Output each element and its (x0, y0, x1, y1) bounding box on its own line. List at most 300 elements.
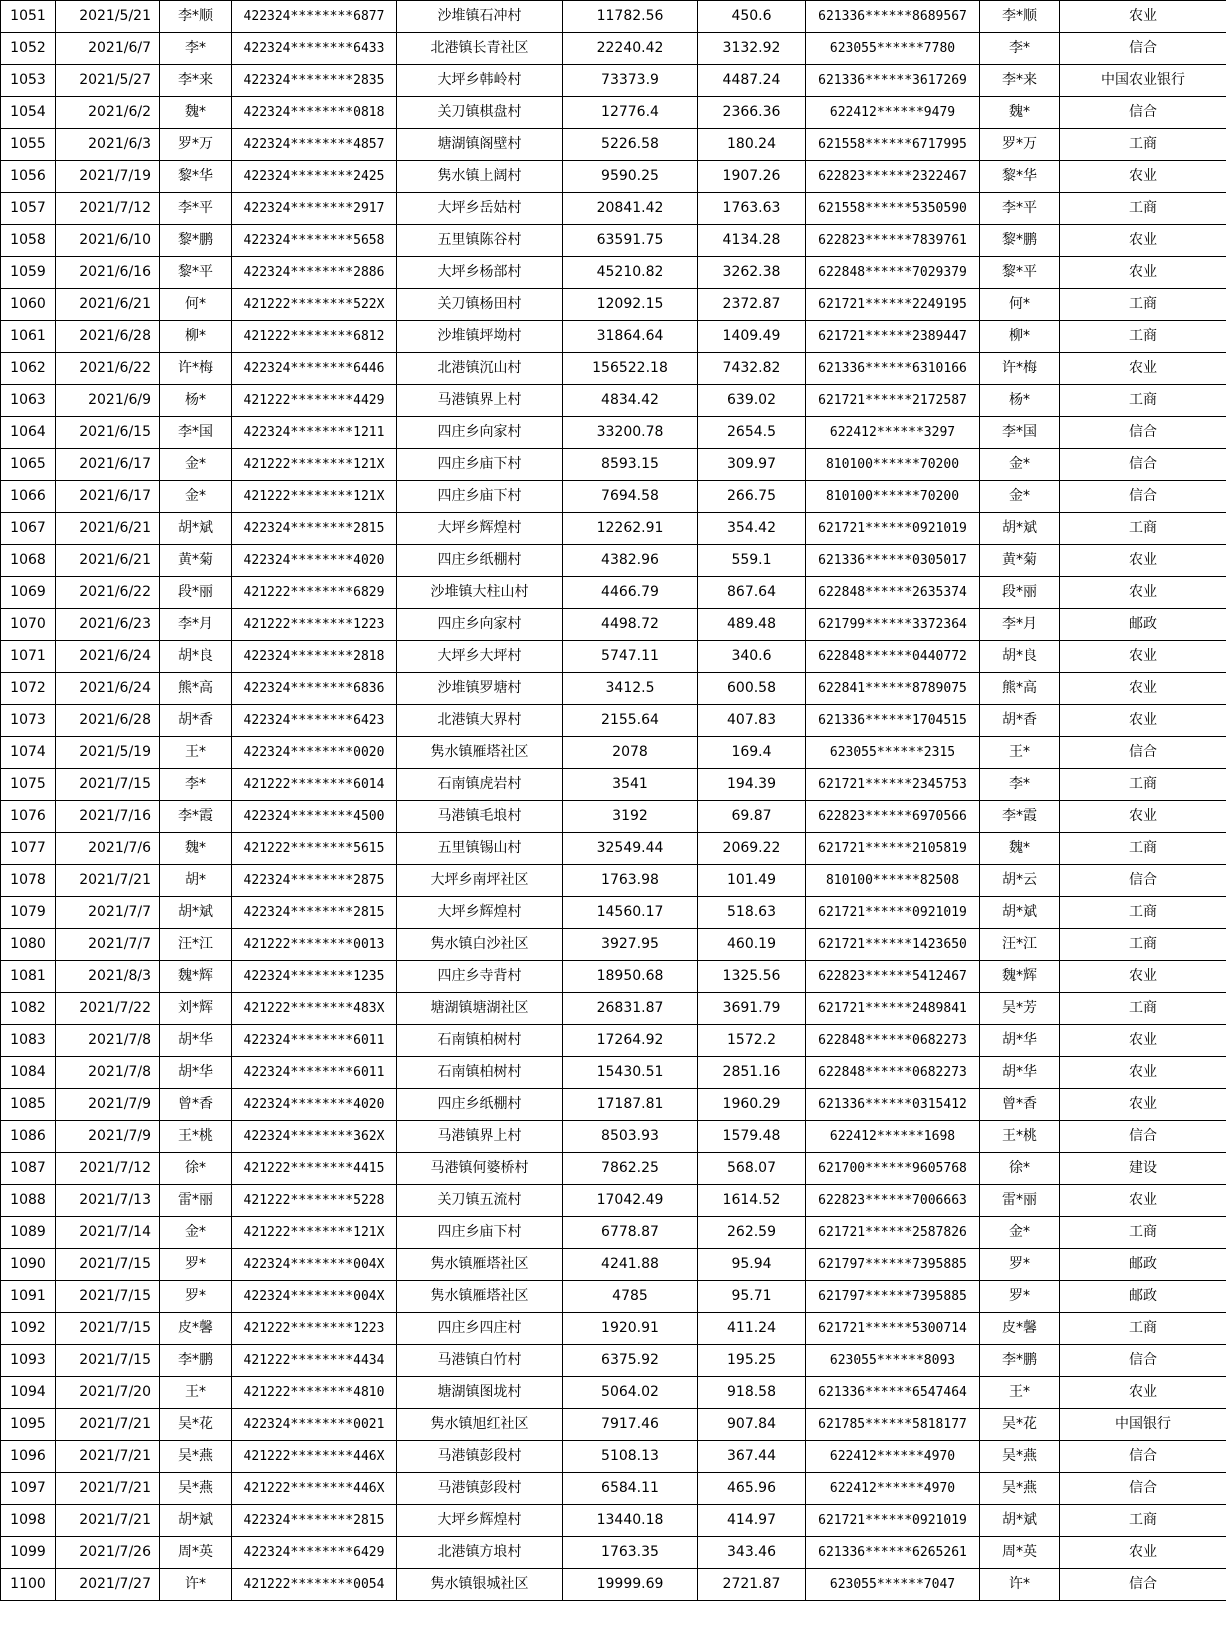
date-cell: 2021/6/16 (56, 257, 160, 289)
amount-cell: 8503.93 (563, 1121, 698, 1153)
amount-cell: 9590.25 (563, 161, 698, 193)
amount-cell: 3412.5 (563, 673, 698, 705)
amount-cell: 13440.18 (563, 1505, 698, 1537)
name-cell: 胡*斌 (160, 1505, 232, 1537)
name-cell: 皮*馨 (160, 1313, 232, 1345)
account-number-cell: 621336******6547464 (806, 1377, 980, 1409)
subsidy-cell: 95.94 (698, 1249, 806, 1281)
date-cell: 2021/6/21 (56, 289, 160, 321)
date-cell: 2021/7/15 (56, 1313, 160, 1345)
date-cell: 2021/5/19 (56, 737, 160, 769)
id-number-cell: 422324********2425 (232, 161, 397, 193)
id-number-cell: 422324********004X (232, 1249, 397, 1281)
account-number-cell: 621799******3372364 (806, 609, 980, 641)
row-number: 1074 (1, 737, 56, 769)
table-row (1, 449, 1226, 481)
account-number-cell: 810100******82508 (806, 865, 980, 897)
address-cell: 石南镇柏树村 (397, 1057, 563, 1089)
address-cell: 马港镇彭段村 (397, 1441, 563, 1473)
bank-cell: 工商 (1060, 897, 1226, 929)
amount-cell: 5226.58 (563, 129, 698, 161)
name-cell: 王* (160, 737, 232, 769)
row-number: 1062 (1, 353, 56, 385)
account-holder-cell: 胡*斌 (980, 1505, 1060, 1537)
date-cell: 2021/7/15 (56, 1345, 160, 1377)
subsidy-cell: 2851.16 (698, 1057, 806, 1089)
amount-cell: 63591.75 (563, 225, 698, 257)
id-number-cell: 422324********0021 (232, 1409, 397, 1441)
address-cell: 沙堆镇石冲村 (397, 1, 563, 33)
date-cell: 2021/7/12 (56, 193, 160, 225)
account-number-cell: 810100******70200 (806, 449, 980, 481)
amount-cell: 11782.56 (563, 1, 698, 33)
name-cell: 许* (160, 1569, 232, 1601)
address-cell: 沙堆镇罗塘村 (397, 673, 563, 705)
row-number: 1092 (1, 1313, 56, 1345)
address-cell: 大坪乡韩岭村 (397, 65, 563, 97)
amount-cell: 17042.49 (563, 1185, 698, 1217)
id-number-cell: 421222********446X (232, 1473, 397, 1505)
date-cell: 2021/6/7 (56, 33, 160, 65)
address-cell: 关刀镇杨田村 (397, 289, 563, 321)
row-number: 1076 (1, 801, 56, 833)
bank-cell: 农业 (1060, 673, 1226, 705)
account-number-cell: 621721******2489841 (806, 993, 980, 1025)
row-number: 1100 (1, 1569, 56, 1601)
bank-cell: 农业 (1060, 1025, 1226, 1057)
bank-cell: 邮政 (1060, 1281, 1226, 1313)
date-cell: 2021/7/15 (56, 769, 160, 801)
row-number: 1087 (1, 1153, 56, 1185)
date-cell: 2021/7/12 (56, 1153, 160, 1185)
subsidy-cell: 262.59 (698, 1217, 806, 1249)
row-number: 1054 (1, 97, 56, 129)
bank-cell: 信合 (1060, 481, 1226, 513)
account-holder-cell: 王* (980, 737, 1060, 769)
name-cell: 雷*丽 (160, 1185, 232, 1217)
table-row (1, 1217, 1226, 1249)
account-holder-cell: 周*英 (980, 1537, 1060, 1569)
amount-cell: 1763.35 (563, 1537, 698, 1569)
bank-cell: 工商 (1060, 1217, 1226, 1249)
account-number-cell: 623055******2315 (806, 737, 980, 769)
address-cell: 隽水镇雁塔社区 (397, 737, 563, 769)
id-number-cell: 421222********483X (232, 993, 397, 1025)
address-cell: 北港镇方埌村 (397, 1537, 563, 1569)
account-holder-cell: 柳* (980, 321, 1060, 353)
name-cell: 黄*菊 (160, 545, 232, 577)
table-row (1, 737, 1226, 769)
id-number-cell: 421222********121X (232, 1217, 397, 1249)
id-number-cell: 422324********4020 (232, 1089, 397, 1121)
table-row (1, 97, 1226, 129)
account-number-cell: 622848******2635374 (806, 577, 980, 609)
table-row (1, 577, 1226, 609)
account-holder-cell: 段*丽 (980, 577, 1060, 609)
account-holder-cell: 徐* (980, 1153, 1060, 1185)
address-cell: 隽水镇雁塔社区 (397, 1249, 563, 1281)
account-number-cell: 621797******7395885 (806, 1249, 980, 1281)
date-cell: 2021/6/17 (56, 449, 160, 481)
address-cell: 四庄乡寺背村 (397, 961, 563, 993)
row-number: 1060 (1, 289, 56, 321)
subsidy-cell: 2366.36 (698, 97, 806, 129)
name-cell: 胡* (160, 865, 232, 897)
amount-cell: 26831.87 (563, 993, 698, 1025)
subsidy-cell: 1409.49 (698, 321, 806, 353)
subsidy-cell: 2654.5 (698, 417, 806, 449)
subsidy-cell: 465.96 (698, 1473, 806, 1505)
bank-cell: 中国银行 (1060, 1409, 1226, 1441)
account-number-cell: 622848******0682273 (806, 1057, 980, 1089)
subsidy-cell: 367.44 (698, 1441, 806, 1473)
subsidy-cell: 4134.28 (698, 225, 806, 257)
bank-cell: 农业 (1060, 545, 1226, 577)
account-holder-cell: 皮*馨 (980, 1313, 1060, 1345)
date-cell: 2021/7/21 (56, 1409, 160, 1441)
row-number: 1079 (1, 897, 56, 929)
address-cell: 关刀镇棋盘村 (397, 97, 563, 129)
table-row (1, 1185, 1226, 1217)
address-cell: 隽水镇上阔村 (397, 161, 563, 193)
address-cell: 四庄乡庙下村 (397, 481, 563, 513)
bank-cell: 农业 (1060, 1377, 1226, 1409)
address-cell: 大坪乡辉煌村 (397, 1505, 563, 1537)
id-number-cell: 421222********1223 (232, 1313, 397, 1345)
subsidy-cell: 600.58 (698, 673, 806, 705)
bank-cell: 信合 (1060, 737, 1226, 769)
date-cell: 2021/8/3 (56, 961, 160, 993)
account-number-cell: 621336******6265261 (806, 1537, 980, 1569)
date-cell: 2021/6/3 (56, 129, 160, 161)
row-number: 1095 (1, 1409, 56, 1441)
name-cell: 何* (160, 289, 232, 321)
name-cell: 曾*香 (160, 1089, 232, 1121)
id-number-cell: 421222********1223 (232, 609, 397, 641)
amount-cell: 1763.98 (563, 865, 698, 897)
address-cell: 马港镇何婆桥村 (397, 1153, 563, 1185)
subsidy-cell: 95.71 (698, 1281, 806, 1313)
row-number: 1098 (1, 1505, 56, 1537)
bank-cell: 工商 (1060, 1313, 1226, 1345)
account-number-cell: 621721******1423650 (806, 929, 980, 961)
address-cell: 五里镇锡山村 (397, 833, 563, 865)
bank-cell: 农业 (1060, 1537, 1226, 1569)
amount-cell: 3927.95 (563, 929, 698, 961)
account-holder-cell: 杨* (980, 385, 1060, 417)
amount-cell: 3192 (563, 801, 698, 833)
amount-cell: 20841.42 (563, 193, 698, 225)
row-number: 1063 (1, 385, 56, 417)
name-cell: 李*月 (160, 609, 232, 641)
date-cell: 2021/7/8 (56, 1025, 160, 1057)
name-cell: 胡*斌 (160, 897, 232, 929)
id-number-cell: 421222********4434 (232, 1345, 397, 1377)
id-number-cell: 421222********522X (232, 289, 397, 321)
table-row (1, 417, 1226, 449)
table-row (1, 353, 1226, 385)
address-cell: 大坪乡大坪村 (397, 641, 563, 673)
date-cell: 2021/7/21 (56, 1505, 160, 1537)
date-cell: 2021/7/8 (56, 1057, 160, 1089)
date-cell: 2021/6/10 (56, 225, 160, 257)
bank-cell: 农业 (1060, 801, 1226, 833)
date-cell: 2021/7/14 (56, 1217, 160, 1249)
subsidy-cell: 568.07 (698, 1153, 806, 1185)
name-cell: 吴*燕 (160, 1441, 232, 1473)
amount-cell: 14560.17 (563, 897, 698, 929)
id-number-cell: 422324********4020 (232, 545, 397, 577)
account-holder-cell: 李*国 (980, 417, 1060, 449)
amount-cell: 18950.68 (563, 961, 698, 993)
subsidy-cell: 2372.87 (698, 289, 806, 321)
address-cell: 北港镇大界村 (397, 705, 563, 737)
date-cell: 2021/6/22 (56, 353, 160, 385)
amount-cell: 2078 (563, 737, 698, 769)
account-number-cell: 622412******1698 (806, 1121, 980, 1153)
amount-cell: 7694.58 (563, 481, 698, 513)
bank-cell: 农业 (1060, 353, 1226, 385)
bank-cell: 农业 (1060, 641, 1226, 673)
name-cell: 王* (160, 1377, 232, 1409)
bank-cell: 农业 (1060, 257, 1226, 289)
bank-cell: 信合 (1060, 865, 1226, 897)
subsidy-cell: 354.42 (698, 513, 806, 545)
date-cell: 2021/7/13 (56, 1185, 160, 1217)
row-number: 1058 (1, 225, 56, 257)
account-holder-cell: 罗* (980, 1281, 1060, 1313)
name-cell: 金* (160, 481, 232, 513)
bank-cell: 信合 (1060, 33, 1226, 65)
id-number-cell: 422324********0020 (232, 737, 397, 769)
address-cell: 大坪乡南坪社区 (397, 865, 563, 897)
id-number-cell: 422324********0818 (232, 97, 397, 129)
date-cell: 2021/7/7 (56, 929, 160, 961)
id-number-cell: 421222********6014 (232, 769, 397, 801)
name-cell: 李*顺 (160, 1, 232, 33)
subsidy-cell: 309.97 (698, 449, 806, 481)
id-number-cell: 421222********121X (232, 449, 397, 481)
name-cell: 周*英 (160, 1537, 232, 1569)
row-number: 1073 (1, 705, 56, 737)
bank-cell: 信合 (1060, 1569, 1226, 1601)
subsidy-cell: 3132.92 (698, 33, 806, 65)
subsidy-cell: 69.87 (698, 801, 806, 833)
amount-cell: 12092.15 (563, 289, 698, 321)
account-holder-cell: 金* (980, 1217, 1060, 1249)
bank-cell: 农业 (1060, 961, 1226, 993)
table-row (1, 865, 1226, 897)
account-number-cell: 621700******9605768 (806, 1153, 980, 1185)
id-number-cell: 422324********6429 (232, 1537, 397, 1569)
table-row (1, 1505, 1226, 1537)
account-holder-cell: 吴*燕 (980, 1473, 1060, 1505)
row-number: 1077 (1, 833, 56, 865)
name-cell: 段*丽 (160, 577, 232, 609)
address-cell: 四庄乡向家村 (397, 417, 563, 449)
account-holder-cell: 李*顺 (980, 1, 1060, 33)
account-number-cell: 621336******8689567 (806, 1, 980, 33)
account-number-cell: 622412******4970 (806, 1473, 980, 1505)
account-number-cell: 622848******7029379 (806, 257, 980, 289)
account-number-cell: 621785******5818177 (806, 1409, 980, 1441)
date-cell: 2021/7/6 (56, 833, 160, 865)
name-cell: 李*来 (160, 65, 232, 97)
account-number-cell: 623055******8093 (806, 1345, 980, 1377)
account-number-cell: 621558******6717995 (806, 129, 980, 161)
account-holder-cell: 许* (980, 1569, 1060, 1601)
name-cell: 李* (160, 769, 232, 801)
table-row (1, 1, 1226, 33)
account-holder-cell: 金* (980, 481, 1060, 513)
id-number-cell: 422324********6446 (232, 353, 397, 385)
address-cell: 石南镇柏树村 (397, 1025, 563, 1057)
row-number: 1064 (1, 417, 56, 449)
amount-cell: 6778.87 (563, 1217, 698, 1249)
account-number-cell: 622823******7839761 (806, 225, 980, 257)
table-row (1, 705, 1226, 737)
subsidy-cell: 918.58 (698, 1377, 806, 1409)
id-number-cell: 422324********1211 (232, 417, 397, 449)
account-number-cell: 621336******0305017 (806, 545, 980, 577)
id-number-cell: 421222********4810 (232, 1377, 397, 1409)
amount-cell: 5747.11 (563, 641, 698, 673)
name-cell: 李*霞 (160, 801, 232, 833)
address-cell: 四庄乡纸棚村 (397, 1089, 563, 1121)
account-holder-cell: 魏* (980, 833, 1060, 865)
row-number: 1066 (1, 481, 56, 513)
id-number-cell: 422324********4500 (232, 801, 397, 833)
name-cell: 熊*高 (160, 673, 232, 705)
account-holder-cell: 曾*香 (980, 1089, 1060, 1121)
account-number-cell: 622412******4970 (806, 1441, 980, 1473)
amount-cell: 6584.11 (563, 1473, 698, 1505)
row-number: 1078 (1, 865, 56, 897)
name-cell: 李*鹏 (160, 1345, 232, 1377)
subsidy-cell: 195.25 (698, 1345, 806, 1377)
account-holder-cell: 吴*燕 (980, 1441, 1060, 1473)
account-number-cell: 622848******0440772 (806, 641, 980, 673)
account-holder-cell: 魏* (980, 97, 1060, 129)
name-cell: 黎*华 (160, 161, 232, 193)
date-cell: 2021/6/24 (56, 641, 160, 673)
date-cell: 2021/5/21 (56, 1, 160, 33)
address-cell: 塘湖镇塘湖社区 (397, 993, 563, 1025)
subsidy-cell: 2069.22 (698, 833, 806, 865)
address-cell: 马港镇白竹村 (397, 1345, 563, 1377)
amount-cell: 17187.81 (563, 1089, 698, 1121)
bank-cell: 建设 (1060, 1153, 1226, 1185)
date-cell: 2021/6/2 (56, 97, 160, 129)
account-holder-cell: 李*霞 (980, 801, 1060, 833)
name-cell: 魏*辉 (160, 961, 232, 993)
name-cell: 徐* (160, 1153, 232, 1185)
subsidy-cell: 169.4 (698, 737, 806, 769)
subsidy-cell: 411.24 (698, 1313, 806, 1345)
date-cell: 2021/6/9 (56, 385, 160, 417)
amount-cell: 2155.64 (563, 705, 698, 737)
address-cell: 北港镇沉山村 (397, 353, 563, 385)
account-number-cell: 621336******6310166 (806, 353, 980, 385)
subsidy-cell: 180.24 (698, 129, 806, 161)
bank-cell: 工商 (1060, 769, 1226, 801)
date-cell: 2021/7/15 (56, 1281, 160, 1313)
account-number-cell: 621721******0921019 (806, 1505, 980, 1537)
account-holder-cell: 胡*斌 (980, 513, 1060, 545)
amount-cell: 31864.64 (563, 321, 698, 353)
bank-cell: 工商 (1060, 385, 1226, 417)
account-number-cell: 622412******9479 (806, 97, 980, 129)
row-number: 1072 (1, 673, 56, 705)
row-number: 1059 (1, 257, 56, 289)
address-cell: 石南镇虎岩村 (397, 769, 563, 801)
subsidy-cell: 3262.38 (698, 257, 806, 289)
table-row (1, 129, 1226, 161)
account-holder-cell: 黎*鹏 (980, 225, 1060, 257)
name-cell: 魏* (160, 97, 232, 129)
name-cell: 杨* (160, 385, 232, 417)
account-holder-cell: 黄*菊 (980, 545, 1060, 577)
subsidy-cell: 1763.63 (698, 193, 806, 225)
name-cell: 罗*万 (160, 129, 232, 161)
date-cell: 2021/6/24 (56, 673, 160, 705)
account-number-cell: 621797******7395885 (806, 1281, 980, 1313)
account-number-cell: 621721******2587826 (806, 1217, 980, 1249)
row-number: 1090 (1, 1249, 56, 1281)
account-holder-cell: 何* (980, 289, 1060, 321)
row-number: 1082 (1, 993, 56, 1025)
date-cell: 2021/6/28 (56, 705, 160, 737)
id-number-cell: 422324********6836 (232, 673, 397, 705)
table-row (1, 1537, 1226, 1569)
amount-cell: 3541 (563, 769, 698, 801)
name-cell: 黎*平 (160, 257, 232, 289)
subsidy-cell: 1960.29 (698, 1089, 806, 1121)
id-number-cell: 422324********004X (232, 1281, 397, 1313)
bank-cell: 信合 (1060, 1473, 1226, 1505)
subsidy-cell: 1614.52 (698, 1185, 806, 1217)
address-cell: 沙堆镇坪坳村 (397, 321, 563, 353)
account-holder-cell: 汪*江 (980, 929, 1060, 961)
address-cell: 四庄乡庙下村 (397, 1217, 563, 1249)
subsidy-cell: 559.1 (698, 545, 806, 577)
name-cell: 胡*华 (160, 1025, 232, 1057)
bank-cell: 工商 (1060, 193, 1226, 225)
table-row (1, 289, 1226, 321)
account-number-cell: 621721******0921019 (806, 513, 980, 545)
table-row (1, 1569, 1226, 1601)
amount-cell: 33200.78 (563, 417, 698, 449)
row-number: 1094 (1, 1377, 56, 1409)
account-number-cell: 621721******2172587 (806, 385, 980, 417)
date-cell: 2021/7/21 (56, 865, 160, 897)
name-cell: 汪*江 (160, 929, 232, 961)
amount-cell: 4382.96 (563, 545, 698, 577)
id-number-cell: 422324********362X (232, 1121, 397, 1153)
name-cell: 胡*香 (160, 705, 232, 737)
bank-cell: 邮政 (1060, 1249, 1226, 1281)
account-holder-cell: 黎*平 (980, 257, 1060, 289)
row-number: 1088 (1, 1185, 56, 1217)
subsidy-cell: 1907.26 (698, 161, 806, 193)
address-cell: 隽水镇雁塔社区 (397, 1281, 563, 1313)
name-cell: 金* (160, 1217, 232, 1249)
row-number: 1057 (1, 193, 56, 225)
table-row (1, 993, 1226, 1025)
amount-cell: 7917.46 (563, 1409, 698, 1441)
table-row (1, 1057, 1226, 1089)
table-row (1, 1409, 1226, 1441)
